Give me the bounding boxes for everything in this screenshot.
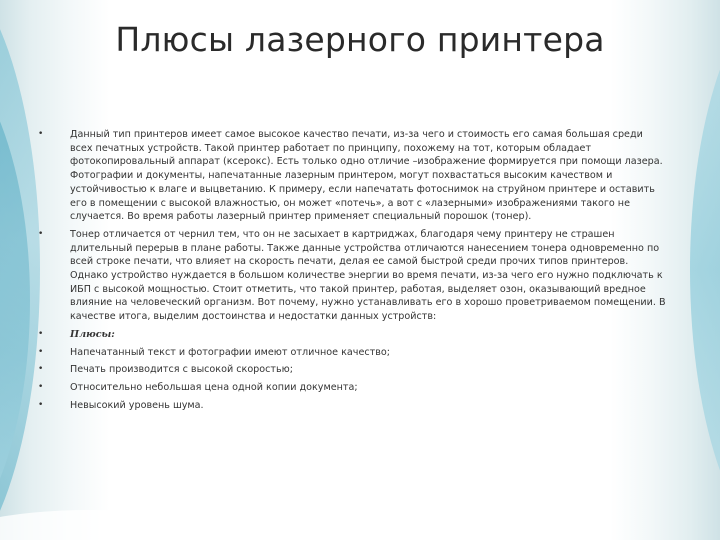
list-item-text: Относительно небольшая цена одной копии документа;	[70, 381, 358, 393]
list-item-text: Напечатанный текст и фотографии имеют отличное качество;	[70, 346, 390, 358]
list-item-text: Данный тип принтеров имеет самое высокое качество печати, из-за чего и стоимость его самая большая среди всех печатных устройств. Такой принтер работает по принципу, похожему на тот, которым обладает фотокопировальный аппарат (ксерокс). Есть только одно отличие –изображение формируется при помощи лазера. Фотографии и документы, напечатанные лазерным принтером, могут похвастаться высоким качеством и устойчивостью к влаге и выцветанию. К примеру, если напечатать фотоснимок на струйном принтере и оставить его в помещении с высокой влажностью, он может «потечь», а вот с «лазерными» изображениями такого не случается. Во время работы лазерный принтер применяет специальный порошок (тонер).	[70, 129, 663, 223]
bullet-icon: •	[38, 129, 44, 139]
list-item	[36, 399, 666, 413]
bottom-decoration-wave	[0, 510, 240, 540]
list-item-text: Тонер отличается от чернил тем, что он не засыхает в картриджах, благодаря чему принтеру не страшен длительный перерыв в плане работы. Также данные устройства отличаются нанесением тонера одновременно по всей строке печати, что влияет на скорость печати, делая ее самой быстрой среди прочих типов принтеров. Однако устройство нуждается в большом количестве энергии во время печати, из-за чего его нужно подключать к ИБП с высокой мощностью. Стоит отметить, что такой принтер, работая, выделяет озон, оказывающий вредное влияние на человеческий организм. Вот почему, нужно устанавливать его в хорошо проветриваемом помещении. В качестве итога, выделим достоинства и недостатки данных устройств:	[70, 228, 666, 323]
list-item-text: Невысокий уровень шума.	[70, 399, 204, 411]
list-item	[36, 346, 666, 360]
bottom-decoration	[0, 510, 720, 540]
bullet-list	[36, 128, 666, 416]
list-item	[36, 128, 666, 224]
slide-title: Плюсы лазерного принтера	[115, 20, 605, 59]
list-item-text: Печать производится с высокой скоростью;	[70, 364, 293, 376]
list-item	[36, 381, 666, 395]
bullet-icon: •	[38, 399, 44, 410]
list-item	[36, 363, 666, 377]
right-decoration-band	[690, 0, 720, 540]
list-item	[36, 228, 666, 324]
pros-heading: Плюсы:	[70, 328, 115, 340]
bullet-icon: •	[38, 228, 44, 239]
bullet-icon: •	[38, 381, 44, 392]
right-decoration	[680, 0, 720, 540]
bullet-icon: •	[38, 346, 44, 357]
bullet-icon: •	[38, 364, 44, 375]
list-item	[36, 328, 666, 342]
bullet-icon: •	[38, 328, 44, 339]
